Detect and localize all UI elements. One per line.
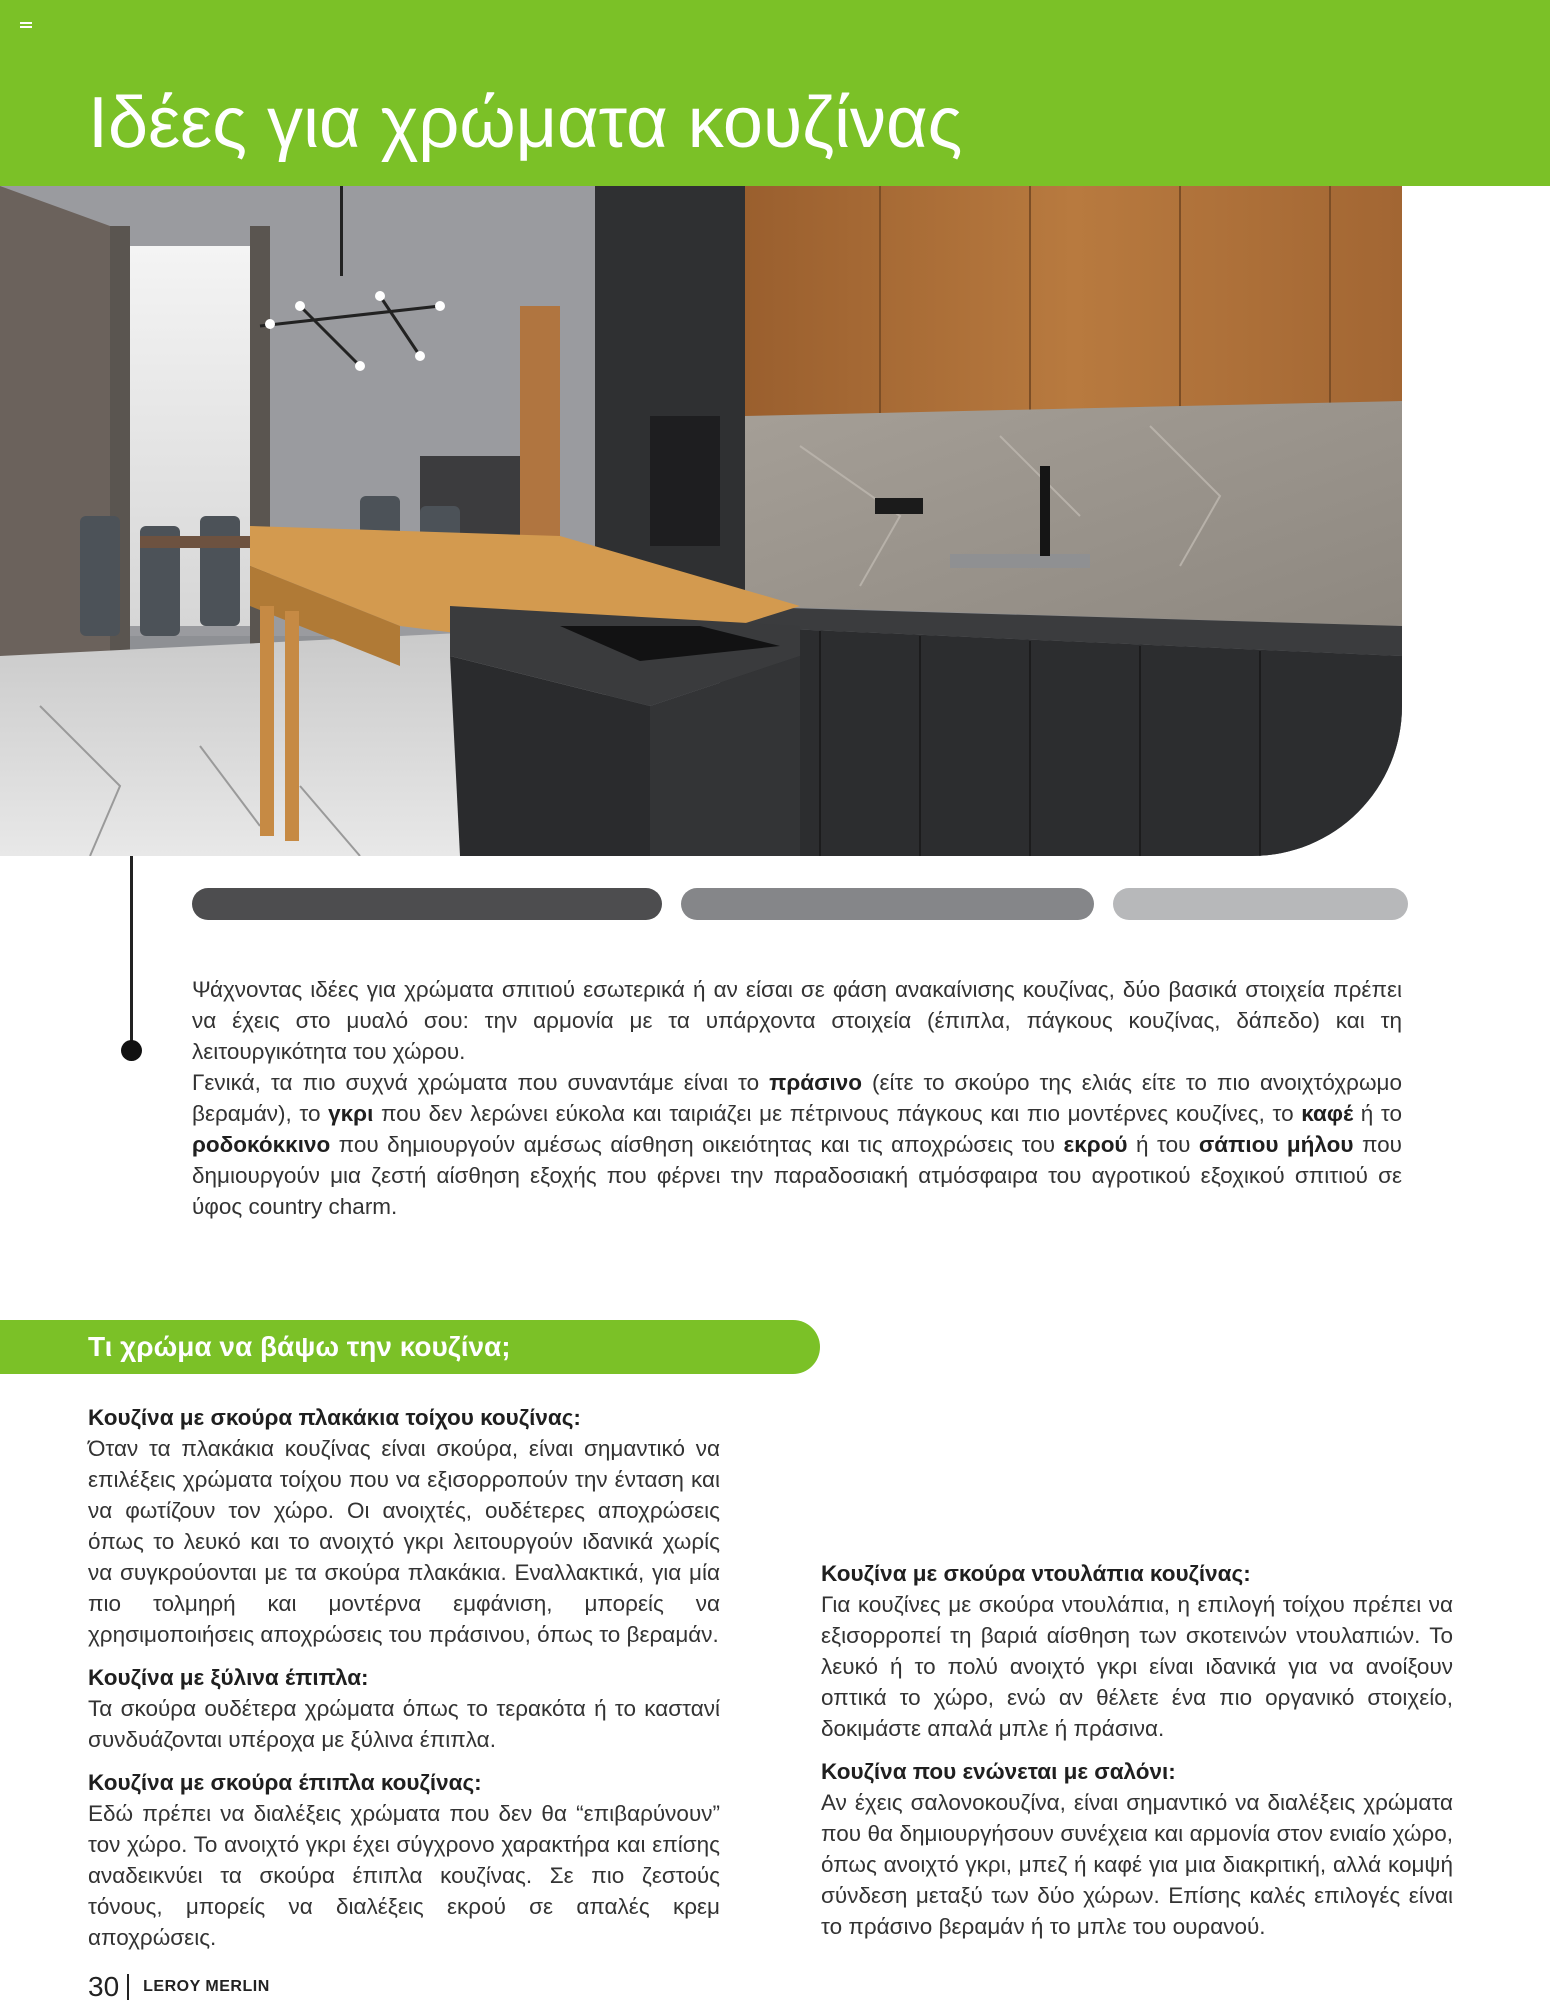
intro-text bbox=[192, 974, 1402, 1222]
intro-paragraph-1: Ψάχνοντας ιδέες για χρώματα σπιτιού εσωτερικά ή αν είσαι σε φάση ανακαίνισης κουζίνας, δύο βασικά στοιχεία πρέπει να έχεις στο μυαλό σου: την αρμονία με τα υπάρχοντα στοιχεία (έπιπλα, πάγκους κουζίνας, δάπεδο) και τη λειτουργικότητα του χώρου. bbox=[192, 977, 1402, 1064]
color-swatch-mid-grey bbox=[681, 888, 1094, 920]
left-column bbox=[88, 1402, 720, 1965]
text-dark-furniture: Εδώ πρέπει να διαλέξεις χρώματα που δεν θα “επιβαρύνουν” τον χώρο. Το ανοιχτό γκρι έχει σύγχρονο χαρακτήρα και επίσης αναδεικνύει τα σκούρα έπιπλα κουζίνας. Σε πιο ζεστούς τόνους, μπορείς να διαλέξεις εκρού σε απαλές κρεμ αποχρώσεις. bbox=[88, 1801, 720, 1950]
heading-dark-furniture: Κουζίνα με σκούρα έπιπλα κουζίνας: bbox=[88, 1770, 482, 1795]
timeline-dot bbox=[121, 1040, 142, 1061]
timeline-line bbox=[130, 856, 133, 1052]
intro-paragraph-2: Γενικά, τα πιο συχνά χρώματα που συναντάμε είναι το πράσινο (είτε το σκούρο της ελιάς είτε το πιο ανοιχτόχρωμο βεραμάν), το γκρι που δεν λερώνει εύκολα και ταιριάζει με πέτρινους πάγκους και πιο μοντέρνες κουζίνες, το καφέ ή το ροδοκόκκινο που δημιουργούν αμέσως αίσθηση οικειότητας και τις αποχρώσεις του εκρού ή του σάπιου μήλου που δημιουργούν μια ζεστή αίσθηση εξοχής που φέρνει την παραδοσιακή ατμόσφαιρα του αγροτικού εξοχικού σπιτιού σε ύφος country charm. bbox=[192, 1070, 1402, 1219]
footer-divider bbox=[127, 1974, 129, 2000]
page-title bbox=[88, 78, 962, 168]
text-dark-cabinets: Για κουζίνες με σκούρα ντουλάπια, η επιλογή τοίχου πρέπει να εξισορροπεί τη βαριά αίσθηση των σκοτεινών ντουλαπιών. Το λευκό ή το πολύ ανοιχτό γκρι είναι ιδανικά για να ανοίξουν οπτικά το χώρο, ενώ αν θέλετε ένα πιο οργανικό στοιχείο, δοκιμάστε απαλά μπλε ή πράσινα. bbox=[821, 1592, 1453, 1741]
menu-icon[interactable] bbox=[20, 22, 32, 30]
title-main: Ιδέες για χρώματα bbox=[88, 83, 668, 163]
right-column bbox=[821, 1558, 1453, 1954]
color-swatch-light-grey bbox=[1113, 888, 1408, 920]
text-dark-tiles: Όταν τα πλακάκια κουζίνας είναι σκούρα, είναι σημαντικό να επιλέξεις χρώματα τοίχου που να εξισορροπούν την ένταση και να φωτίζουν τον χώρο. Οι ανοιχτές, ουδέτερες αποχρώσεις όπως το λευκό και το ανοιχτό γκρι λειτουργούν ιδανικά χωρίς να συγκρούονται με τα σκούρα πλακάκια. Εναλλακτικά, για μία πιο τολμηρή και μοντέρνα εμφάνιση, μπορείς να χρησιμοποιήσεις αποχρώσεις του πράσινου, όπως το βεραμάν. bbox=[88, 1436, 720, 1647]
page-number: 30 bbox=[88, 1971, 120, 2002]
brand-logo-text: LEROY MERLIN bbox=[143, 1978, 270, 1995]
section-title: Τι χρώμα να βάψω την κουζίνα; bbox=[88, 1331, 511, 1362]
color-swatch-dark-grey bbox=[192, 888, 662, 920]
heading-living-room: Κουζίνα που ενώνεται με σαλόνι: bbox=[821, 1759, 1176, 1784]
heading-dark-cabinets: Κουζίνα με σκούρα ντουλάπια κουζίνας: bbox=[821, 1561, 1251, 1586]
kitchen-photo bbox=[0, 186, 1402, 856]
heading-dark-tiles: Κουζίνα με σκούρα πλακάκια τοίχου κουζίνας: bbox=[88, 1405, 581, 1430]
text-wooden-furniture: Τα σκούρα ουδέτερα χρώματα όπως το τερακότα ή το καστανί συνδυάζονται υπέροχα με ξύλινα έπιπλα. bbox=[88, 1696, 720, 1752]
title-light: κουζίνας bbox=[687, 83, 963, 163]
text-living-room: Αν έχεις σαλονοκουζίνα, είναι σημαντικό να διαλέξεις χρώματα που θα δημιουργήσουν συνέχεια και αρμονία στον ενιαίο χώρο, όπως ανοιχτό γκρι, μπεζ ή καφέ για μια διακριτική, αλλά κομψή σύνδεση μεταξύ των δύο χώρων. Επίσης καλές επιλογές είναι το πράσινο βεραμάν ή το μπλε του ουρανού. bbox=[821, 1790, 1453, 1939]
page-footer bbox=[88, 1972, 270, 2004]
heading-wooden-furniture: Κουζίνα με ξύλινα έπιπλα: bbox=[88, 1665, 369, 1690]
page-header bbox=[0, 0, 1550, 186]
